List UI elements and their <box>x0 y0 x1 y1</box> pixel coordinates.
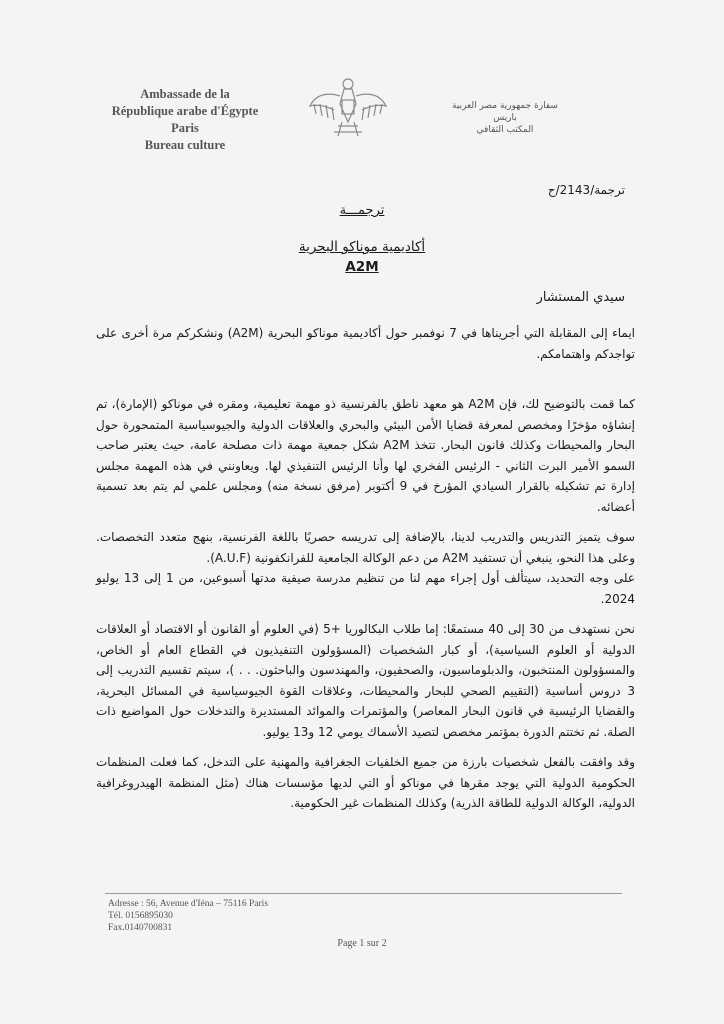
body-paragraph: كما قمت بالتوضيح لك، فإن A2M هو معهد ناطق بالفرنسية ذو مهمة تعليمية، ومقره في موناكو (الإمارة)، تم إنشاؤه مؤخرًا ومخصص لمعرفة قضايا الأمن البيئي والبحري والعلاقات الدولية والجيوسياسية المتمحورة حول البحار والمحيطات وكذلك قانون البحار. تتخذ A2M شكل جمعية مهمة ذات مصلحة عامة، حيث يعتبر صاحب السمو الأمير البرت الثاني - الرئيس الفخري لها وأنا الرئيس التنفيذي لها. ويعاونني في هذه المهمة مجلس إدارة تم تشكيله بالقرار السيادي المؤرخ في 9 أكتوبر (مرفق نسخة منه) ومجلس علمي لم يتم بعد تسمية أعضائه. <box>96 397 635 514</box>
letterhead-arabic-line: المكتب الثقافي <box>476 125 534 135</box>
footer-fax: Fax.0140700831 <box>108 923 173 933</box>
document-title: ترجمـــة <box>339 203 385 218</box>
letterhead-french-line: République arabe d'Égypte <box>111 104 259 118</box>
page-number: Page 1 sur 2 <box>337 938 387 949</box>
body-paragraph: وقد وافقت بالفعل شخصيات بارزة من جميع الخلفيات الجغرافية والمهنية على التدخل، كما فعلت المنظمات الحكومية الدولية التي يوجد مقرها في موناكو أو التي لديها مؤسسات هناك (مثل المنظمة الهيدروغرافية الدولية، الوكالة الدولية للطاقة الذرية) وكذلك المنظمات غير الحكومية. <box>96 755 635 810</box>
body-paragraph: على وجه التحديد، سيتألف أول إجراء مهم لنا من تنظيم مدرسة صيفية مدتها أسبوعين، من 1 إلى 13 يوليو 2024. <box>96 571 635 606</box>
letterhead-arabic-line: سفارة جمهورية مصر العربية <box>452 101 558 111</box>
letterhead-arabic <box>450 100 560 136</box>
letterhead-arabic-line: باريس <box>493 113 517 123</box>
body-paragraph: نحن نستهدف من 30 إلى 40 مستمعًا: إما طلاب البكالوريا +5 (في العلوم أو القانون أو الاقتصاد أو العلاقات الدولية أو العلوم السياسية)، أو كبار الشخصيات (المسؤولون التنفيذيون في القطاع العام أو الخاص، والمسؤولون المنتخبون، والدبلوماسيون، والصحفيون، والمهندسون والباحثون. . . )، سيتم تقسيم التدريب إلى 3 دروس أساسية (التقييم الصحي للبحار والمحيطات، وعلاقات القوة الجيوسياسية في المسائل البحرية، والقضايا الرئيسية في قانون البحار المعاصر) والمؤتمرات والموائد المستديرة والتدخلات حول المواضيع ذات الصلة. ثم تختتم الدورة بمؤتمر مخصص لتصيد الأسماك يومي 12 و13 يوليو. <box>96 622 636 739</box>
footer-contact <box>108 898 368 934</box>
letterhead-french-line: Bureau culture <box>144 138 226 152</box>
body-paragraph: ايماء إلى المقابلة التي أجريناها في 7 نوفمبر حول أكاديمية موناكو البحرية (A2M) ونشكركم مرة أخرى على تواجدكم واهتمامكم. <box>96 326 635 361</box>
reference-number: ترجمة/2143/ح <box>547 183 625 197</box>
footer-divider <box>105 893 622 894</box>
letter-body <box>96 323 635 824</box>
salutation: سيدي المستشار <box>536 290 625 305</box>
subject-acronym: A2M <box>345 259 379 275</box>
footer-address: Adresse : 56, Avenue d'Iéna – 75116 Paris <box>108 899 269 909</box>
eagle-emblem-icon <box>308 74 388 144</box>
letterhead-french-line: Ambassade de la <box>140 87 230 101</box>
letterhead-french-line: Paris <box>171 121 199 135</box>
subject-name: أكاديمية موناكو البحرية <box>298 239 426 255</box>
footer-tel: Tél. 0156895030 <box>108 911 173 921</box>
body-paragraph: سوف يتميز التدريس والتدريب لدينا، بالإضافة إلى تدريسه حصريًا باللغة الفرنسية، بنهج متعدد التخصصات. وعلى هذا النحو، ينبغي أن تستفيد A2M من دعم الوكالة الجامعية للفرانكفونية (A.U.F). <box>96 530 635 565</box>
letterhead-french <box>110 86 260 154</box>
